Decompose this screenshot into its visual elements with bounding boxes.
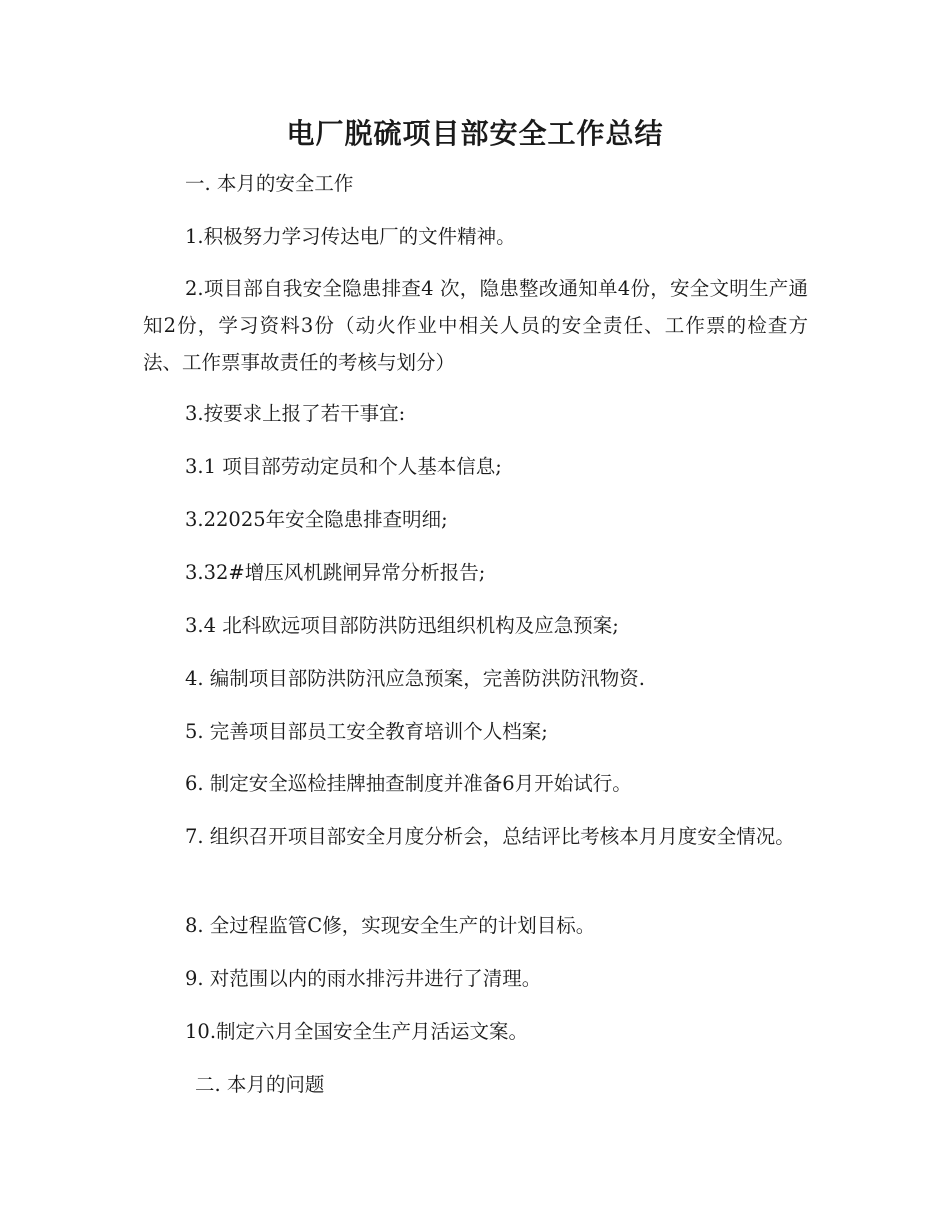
list-item-1: 1.积极努力学习传达电厂的文件精神。	[185, 225, 516, 248]
section-heading-2: 二. 本月的问题	[195, 1073, 325, 1096]
list-item-3-2: 3.22025年安全隐患排查明细;	[185, 508, 448, 531]
list-item-6: 6. 制定安全巡检挂牌抽查制度并准备6月开始试行。	[185, 772, 632, 795]
list-item-5: 5. 完善项目部员工安全教育培训个人档案;	[185, 720, 548, 743]
document-title: 电厂脱硫项目部安全工作总结	[286, 117, 664, 150]
section-heading-1: 一. 本月的安全工作	[185, 172, 354, 195]
list-item-4: 4. 编制项目部防洪防汛应急预案，完善防洪防汛物资.	[185, 667, 646, 690]
list-item-2: 2.项目部自我安全隐患排查4 次，隐患整改通知单4份，安全文明生产通知2份，学习资料3份（动火作业中相关人员的安全责任、工作票的检查方法、工作票事故责任的考核与划分）	[143, 277, 808, 374]
list-item-10: 10.制定六月全国安全生产月活运文案。	[185, 1020, 529, 1043]
list-item-3-3: 3.32#增压风机跳闸异常分析报告;	[185, 561, 486, 584]
list-item-9: 9. 对范围以内的雨水排污井进行了清理。	[185, 967, 542, 990]
list-item-3-4: 3.4 北科欧远项目部防洪防迅组织机构及应急预案;	[185, 614, 619, 637]
list-item-3-1: 3.1 项目部劳动定员和个人基本信息;	[185, 455, 502, 478]
list-item-7: 7. 组织召开项目部安全月度分析会，总结评比考核本月月度安全情况。	[185, 825, 795, 848]
list-item-3: 3.按要求上报了若干事宜:	[185, 402, 406, 425]
list-item-8: 8. 全过程监管C修，实现安全生产的计划目标。	[185, 914, 596, 937]
